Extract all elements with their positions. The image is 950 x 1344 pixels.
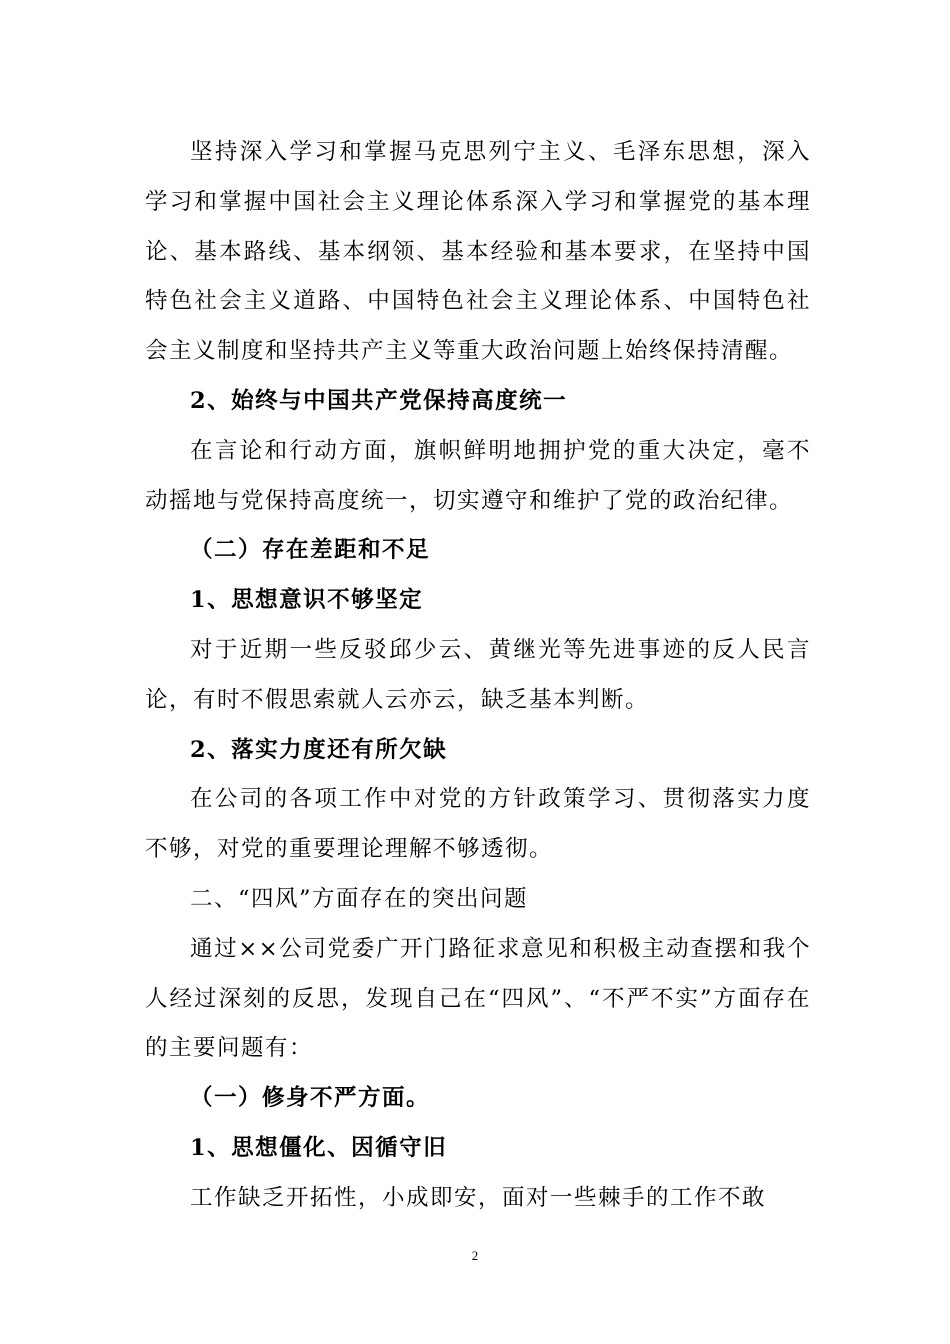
heading-rigid-thinking: 1、思想僵化、因循守旧 [190,1134,448,1161]
heading-party-unity: 2、始终与中国共产党保持高度统一 [190,387,568,414]
page-number: 2 [471,1248,479,1263]
paragraph-rigid-thinking: 工作缺乏开拓性，小成即安，面对一些棘手的工作不敢 [190,1184,767,1211]
paragraph-four-winds-intro: 通过××公司党委广开门路征求意见和积极主动查摆和我个人经过深刻的反思，发现自己在“四风”、“不严不实”方面存在的主要问题有： [145,935,811,1062]
heading-self-cultivation: （一）修身不严方面。 [190,1085,431,1112]
document-body [145,128,811,1224]
paragraph-implementation: 在公司的各项工作中对党的方针政策学习、贯彻落实力度不够，对党的重要理论理解不够透彻。 [145,786,811,863]
heading-implementation: 2、落实力度还有所欠缺 [190,736,448,763]
paragraph-theory-study: 坚持深入学习和掌握马克思列宁主义、毛泽东思想，深入学习和掌握中国社会主义理论体系深入学习和掌握党的基本理论、基本路线、基本纲领、基本经验和基本要求，在坚持中国特色社会主义道路、中国特色社会主义理论体系、中国特色社会主义制度和坚持共产主义等重大政治问题上始终保持清醒。 [145,139,811,365]
paragraph-party-unity: 在言论和行动方面，旗帜鲜明地拥护党的重大决定，毫不动摇地与党保持高度统一，切实遵守和维护了党的政治纪律。 [145,437,811,514]
heading-ideology-firmness: 1、思想意识不够坚定 [190,587,424,614]
paragraph-ideology-firmness: 对于近期一些反驳邱少云、黄继光等先进事迹的反人民言论，有时不假思索就人云亦云，缺乏基本判断。 [145,636,811,713]
heading-gaps-shortcomings: （二）存在差距和不足 [190,537,431,564]
section-title-four-winds: 二、“四风”方面存在的突出问题 [190,885,529,912]
